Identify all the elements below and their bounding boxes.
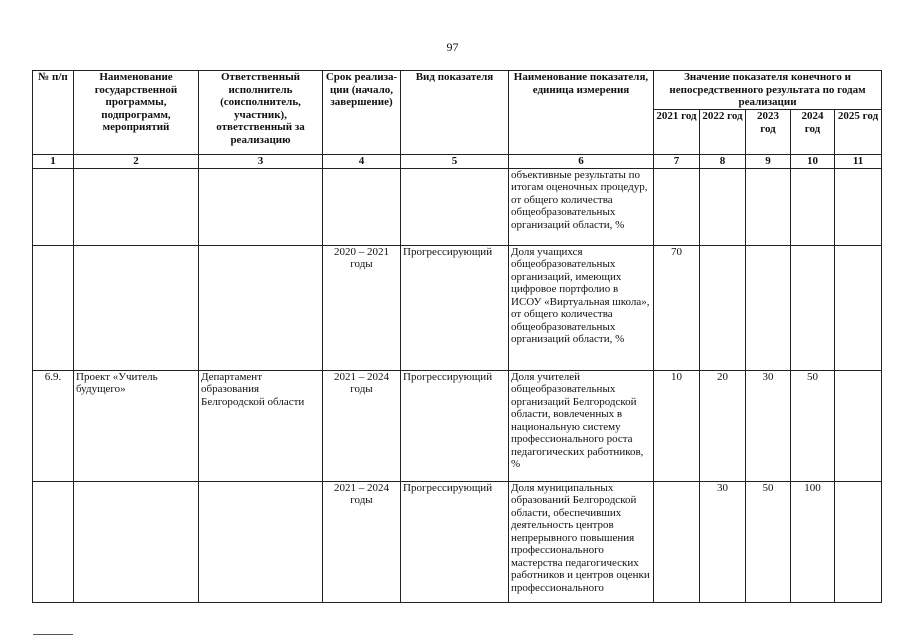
executor [199,245,323,370]
column-number: 6 [509,155,654,169]
program-name [74,168,199,245]
term [323,168,401,245]
indicator-type: Прогрессирующий [401,481,509,602]
column-number: 5 [401,155,509,169]
value-2021: 70 [654,245,700,370]
executor [199,481,323,602]
term: 2021 – 2024 годы [323,481,401,602]
value-2025 [835,168,882,245]
column-number: 2 [74,155,199,169]
header-program-name: Наименование государственной программы, подпрограмм, мероприятий [74,71,199,155]
value-2025 [835,245,882,370]
value-2025 [835,370,882,481]
value-2024: 50 [791,370,835,481]
column-number: 7 [654,155,700,169]
value-2023 [746,168,791,245]
value-2022 [700,168,746,245]
value-2021 [654,168,700,245]
row-number: 6.9. [33,370,74,481]
header-year: 2023 год [746,110,791,155]
indicator-name: Доля учителей общеобразовательных организаций Белгородской области, вовлеченных в национальную систему профессионального роста педагогических работников, % [509,370,654,481]
table-row [33,481,882,602]
program-name [74,245,199,370]
header-term: Срок реализа-ции (начало, завершение) [323,71,401,155]
value-2024: 100 [791,481,835,602]
indicator-type: Прогрессирующий [401,245,509,370]
term: 2021 – 2024 годы [323,370,401,481]
value-2023: 30 [746,370,791,481]
executor: Департамент образования Белгородской области [199,370,323,481]
indicator-name: Доля учащихся общеобразовательных организаций, имеющих цифровое портфолио в ИСОУ «Виртуальная школа», от общего количества общеобразовательных организаций области, % [509,245,654,370]
header-executor: Ответственный исполнитель (соисполнитель, участник), ответственный за реализацию [199,71,323,155]
value-2024 [791,168,835,245]
executor [199,168,323,245]
header-indicator-type: Вид показателя [401,71,509,155]
column-number: 10 [791,155,835,169]
value-2023 [746,245,791,370]
header-values-group: Значение показателя конечного и непосредственного результата по годам реализации [654,71,882,110]
column-number: 9 [746,155,791,169]
column-number: 3 [199,155,323,169]
header-indicator-name: Наименование показателя, единица измерения [509,71,654,155]
value-2021: 10 [654,370,700,481]
column-number: 11 [835,155,882,169]
header-year: 2024 год [791,110,835,155]
header-number: № п/п [33,71,74,155]
value-2023: 50 [746,481,791,602]
column-number: 8 [700,155,746,169]
indicator-name: Доля муниципальных образований Белгородской области, обеспечивших деятельность центров непрерывного повышения профессионального мастерства педагогических работников и центров оценки профессионального [509,481,654,602]
row-number [33,481,74,602]
indicators-table [32,70,882,603]
table-row [33,245,882,370]
value-2025 [835,481,882,602]
header-year: 2025 год [835,110,882,155]
value-2022: 20 [700,370,746,481]
row-number [33,245,74,370]
column-number: 4 [323,155,401,169]
value-2021 [654,481,700,602]
value-2022: 30 [700,481,746,602]
column-number: 1 [33,155,74,169]
row-number [33,168,74,245]
indicator-name: объективные результаты по итогам оценочных процедур, от общего количества общеобразовательных организаций области, % [509,168,654,245]
header-year: 2022 год [700,110,746,155]
table-row [33,168,882,245]
program-name: Проект «Учитель будущего» [74,370,199,481]
value-2024 [791,245,835,370]
page-edge-mark [33,634,73,635]
header-year: 2021 год [654,110,700,155]
indicator-type [401,168,509,245]
term: 2020 – 2021 годы [323,245,401,370]
page-number: 97 [446,40,459,54]
program-name [74,481,199,602]
value-2022 [700,245,746,370]
table-row [33,370,882,481]
indicator-type: Прогрессирующий [401,370,509,481]
